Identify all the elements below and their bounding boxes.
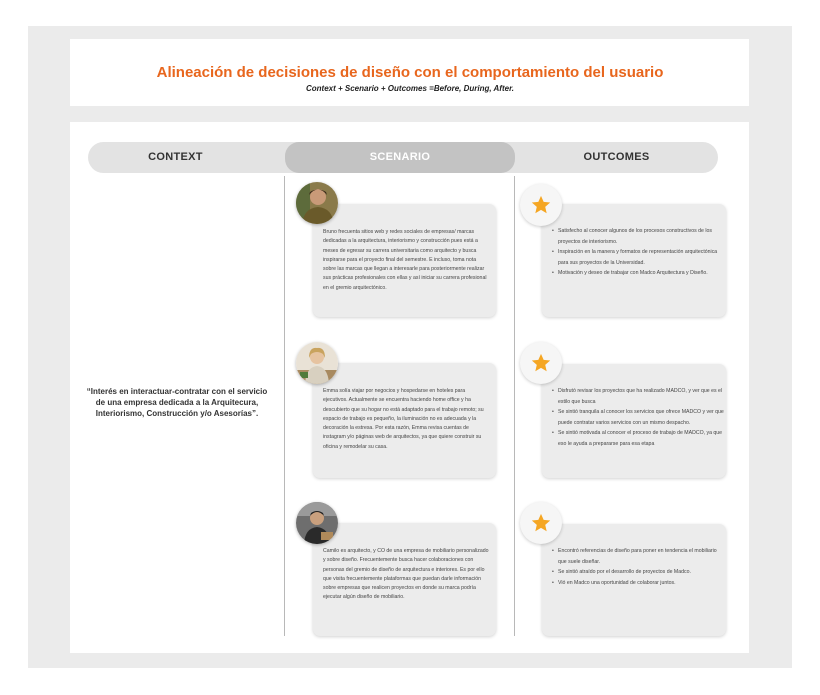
list-item: • Se sintió tranquila al conocer los servicios que ofrece MADCO y ver que puede contratar varios servicios con un mismo despacho. xyxy=(550,407,724,428)
column-header-outcomes: OUTCOMES xyxy=(583,151,650,163)
person-photo-icon xyxy=(296,342,338,384)
list-item: • Motivación y deseo de trabajar con Madco Arquitectura y Diseño. xyxy=(550,268,724,279)
avatar-camilo xyxy=(296,502,338,544)
star-icon xyxy=(530,512,552,534)
list-item: • Encontró referencias de diseño para poner en tendencia el mobiliario que suele diseñar. xyxy=(550,546,724,567)
scenario-card-camilo xyxy=(313,523,496,636)
page-title: Alineación de decisiones de diseño con el comportamiento del usuario xyxy=(156,64,664,81)
avatar-emma xyxy=(296,342,338,384)
list-item: • Disfrutó revisar los proyectos que ha realizado MADCO, y ver que es el estilo que busca xyxy=(550,386,724,407)
scenario-card-bruno xyxy=(313,204,496,317)
scenario-card-emma xyxy=(313,363,496,478)
column-header-scenario: SCENARIO xyxy=(285,142,515,173)
list-item: • Satisfecho al conocer algunos de los procesos constructivos de los proyectos de interiorismo. xyxy=(550,226,724,247)
outcome-list xyxy=(550,386,724,449)
outcome-card-bruno xyxy=(542,204,726,317)
outcome-card-camilo xyxy=(542,524,726,636)
column-divider xyxy=(514,176,515,636)
context-statement: “Interés en interactuar-contratar con el servicio de una empresa dedicada a la Arquitecura, Interiorismo, Construcción y/o Asesorías”. xyxy=(86,387,268,418)
scenario-text: Camilo es arquitecto, y CO de una empresa de mobiliario personalizado y sobre diseño. Frecuentemente busca hacer colaboraciones con personas del gremio de diseño de arquitectura e interiores. Es por ello que visita frecuentemente plataformas que puedan darle información sobre empresas que realicen proyectos en donde su marca podría ejecutar algún diseño de mobiliario. xyxy=(323,548,489,601)
avatar-bruno xyxy=(296,182,338,224)
star-badge xyxy=(520,502,562,544)
star-icon xyxy=(530,352,552,374)
person-photo-icon xyxy=(296,502,338,544)
column-divider xyxy=(284,176,285,636)
star-badge xyxy=(520,184,562,226)
outcome-list xyxy=(550,226,724,279)
page-subtitle: Context + Scenario + Outcomes =Before, During, After. xyxy=(306,84,514,93)
person-photo-icon xyxy=(296,182,338,224)
scenario-text: Bruno frecuenta sitios web y redes sociales de empresas/ marcas dedicadas a la arquitectura, interiorismo y construcción pues está a meses de egresar su carrera universitaria como arquitecto y busca inspirarse para el proyecto final del semestre. E incluso, toma nota sobre las marcas que llegan a interesarle para posteriormente realizar sus prácticas profesionales con ellas y así iniciar su carrera profesional en el gremio arquitectónico. xyxy=(323,229,487,291)
list-item: • Vió en Madco una oportunidad de colaborar juntos. xyxy=(550,578,724,589)
column-header-context: CONTEXT xyxy=(148,151,203,163)
scenario-text: Emma solía viajar por negocios y hospedarse en hoteles para ejecutivos. Actualmente se encuentra haciendo home office y ha descubierto que su hogar no está adaptado para el trabajo remoto; su espacio de trabajo es pequeño, la iluminación no es adecuada y la decoración la estresa. Por esta razón, Emma revisa cuentas de instagram y/o páginas web de arquitectos, ya que quiere construir su oficina y remodelar su casa. xyxy=(323,388,484,450)
list-item: • Inspiración en la manera y formatos de representación arquitectónica para sus proyectos de la Universidad. xyxy=(550,247,724,268)
outcome-card-emma xyxy=(542,364,726,478)
list-item: • Se sintió atraído por el desarrollo de proyectos de Madco. xyxy=(550,567,724,578)
outcome-list xyxy=(550,546,724,588)
star-icon xyxy=(530,194,552,216)
star-badge xyxy=(520,342,562,384)
list-item: • Se sintió motivada al conocer el proceso de trabajo de MADCO, ya que eso le ayuda a prepararse para esa etapa xyxy=(550,428,724,449)
